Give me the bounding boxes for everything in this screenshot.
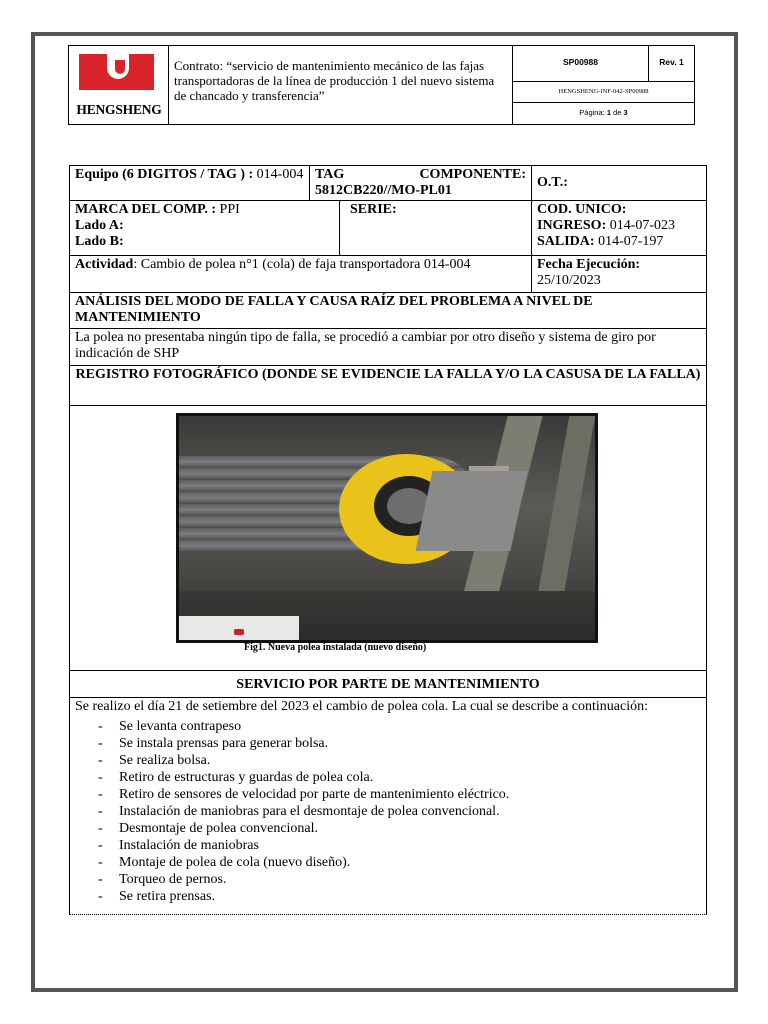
servicio-intro: Se realizo el día 21 de setiembre del 2023 el cambio de polea cola. La cual se describe a continuación: bbox=[75, 699, 648, 714]
actividad-cell: Actividad: Cambio de polea n°1 (cola) de faja transportadora 014-004 bbox=[69, 255, 531, 292]
document-id: HENGSHENG-INF-042-SP00988 bbox=[513, 82, 694, 103]
list-item-text: Torqueo de pernos. bbox=[119, 872, 227, 887]
list-item bbox=[98, 786, 509, 803]
list-item bbox=[98, 735, 509, 752]
list-item-text: Se instala prensas para generar bolsa. bbox=[119, 736, 329, 751]
pulley-photo bbox=[176, 413, 598, 643]
marca-cell: MARCA DEL COMP. : PPI Lado A: Lado B: bbox=[69, 200, 339, 255]
bullet-dash: - bbox=[98, 855, 103, 870]
ot-cell: O.T.: bbox=[531, 165, 707, 200]
list-item bbox=[98, 854, 509, 871]
list-item bbox=[98, 752, 509, 769]
list-item bbox=[98, 769, 509, 786]
list-item bbox=[98, 871, 509, 888]
bullet-dash: - bbox=[98, 804, 103, 819]
list-item bbox=[98, 888, 509, 905]
document-header bbox=[68, 45, 695, 125]
bullet-dash: - bbox=[98, 838, 103, 853]
document-control-block bbox=[513, 46, 694, 124]
tag-componente-cell: TAG COMPONENTE: 5812CB220//MO-PL01 bbox=[309, 165, 531, 200]
bullet-dash: - bbox=[98, 821, 103, 836]
document-code: SP00988 bbox=[513, 46, 649, 82]
bullet-dash: - bbox=[98, 787, 103, 802]
fecha-cell: Fecha Ejecución: 25/10/2023 bbox=[531, 255, 707, 292]
bullet-dash: - bbox=[98, 753, 103, 768]
list-item bbox=[98, 820, 509, 837]
list-item bbox=[98, 837, 509, 854]
list-item-text: Retiro de sensores de velocidad por parte de mantenimiento eléctrico. bbox=[119, 787, 510, 802]
list-item-text: Desmontaje de polea convencional. bbox=[119, 821, 319, 836]
list-item-text: Retiro de estructuras y guardas de polea cola. bbox=[119, 770, 374, 785]
list-item-text: Se retira prensas. bbox=[119, 889, 216, 904]
bullet-dash: - bbox=[98, 736, 103, 751]
list-item-text: Instalación de maniobras para el desmontaje de polea convencional. bbox=[119, 804, 500, 819]
list-item bbox=[98, 803, 509, 820]
page-number: Página: 1 de 3 bbox=[579, 108, 628, 117]
equipo-cell: Equipo (6 DIGITOS / TAG ) : 014-004 bbox=[69, 165, 309, 200]
list-item-text: Instalación de maniobras bbox=[119, 838, 259, 853]
analisis-heading: ANÁLISIS DEL MODO DE FALLA Y CAUSA RAÍZ DEL PROBLEMA A NIVEL DE MANTENIMIENTO bbox=[69, 292, 707, 328]
list-item bbox=[98, 718, 509, 735]
photo-caption: Fig1. Nueva polea instalada (nuevo diseño) bbox=[244, 642, 427, 653]
bullet-dash: - bbox=[98, 719, 103, 734]
logo-mark-icon bbox=[79, 54, 154, 90]
bullet-dash: - bbox=[98, 889, 103, 904]
contract-title: Contrato: “servicio de mantenimiento mecánico de las fajas transportadoras de la línea de producción 1 del nuevo sistema de chancado y transferencia” bbox=[169, 46, 513, 124]
list-item-text: Montaje de polea de cola (nuevo diseño). bbox=[119, 855, 351, 870]
revision: Rev. 1 bbox=[649, 46, 694, 82]
servicio-heading: SERVICIO POR PARTE DE MANTENIMIENTO bbox=[69, 670, 707, 697]
list-item-text: Se levanta contrapeso bbox=[119, 719, 242, 734]
list-item-text: Se realiza bolsa. bbox=[119, 753, 211, 768]
company-logo bbox=[69, 46, 169, 124]
cod-unico-cell: COD. UNICO: INGRESO: 014-07-023 SALIDA: 014-07-197 bbox=[531, 200, 707, 255]
logo-text: HENGSHENG bbox=[76, 102, 162, 117]
analisis-text: La polea no presentaba ningún tipo de falla, se procedió a cambiar por otro diseño y sistema de giro por indicación de SHP bbox=[69, 328, 707, 365]
registro-heading: REGISTRO FOTOGRÁFICO (DONDE SE EVIDENCIE LA FALLA Y/O LA CASUSA DE LA FALLA) bbox=[69, 365, 707, 405]
report-table bbox=[69, 165, 707, 915]
service-steps-list bbox=[98, 718, 509, 905]
bullet-dash: - bbox=[98, 872, 103, 887]
serie-cell: SERIE: bbox=[339, 200, 531, 255]
bullet-dash: - bbox=[98, 770, 103, 785]
